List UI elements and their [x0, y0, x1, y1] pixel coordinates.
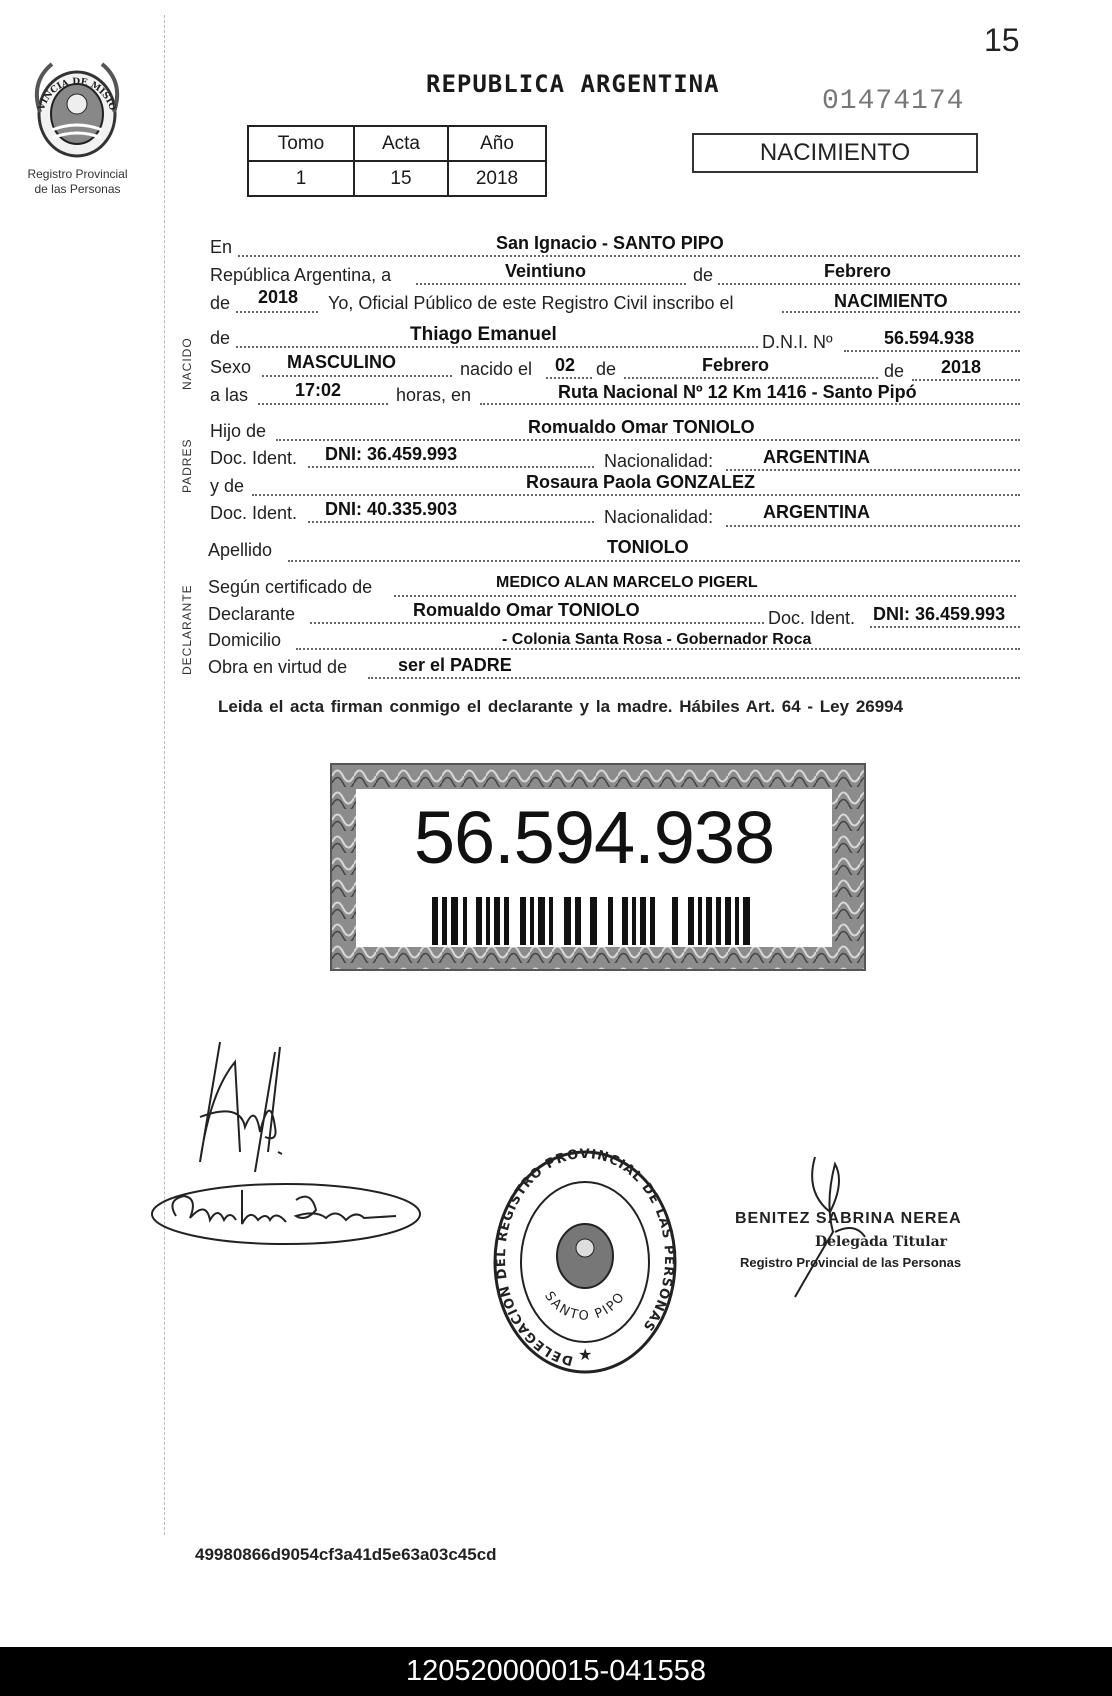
- province-logo: [22, 52, 132, 162]
- dots-father-nat: [726, 469, 1020, 471]
- dots-mother-doc: [308, 521, 594, 523]
- birth-day: 02: [555, 355, 576, 375]
- logo-text: VINCIA DE MISIO: [37, 77, 118, 112]
- official-stamp: [492, 1148, 678, 1376]
- margin-line: [164, 15, 166, 1535]
- dots-mother-nat: [726, 525, 1020, 527]
- mother-doc: DNI: 40.335.903: [325, 499, 458, 519]
- dni-sticker: [330, 763, 866, 971]
- de5-label: de: [884, 361, 905, 381]
- birth-time: 17:02: [295, 380, 342, 400]
- table-header-tomo: Tomo: [248, 126, 354, 161]
- en-label: En: [210, 237, 233, 257]
- father-doc: DNI: 36.459.993: [325, 444, 458, 464]
- dots-time: [258, 403, 388, 405]
- dots-certificado: [394, 595, 1016, 597]
- de3-label: de: [210, 328, 231, 348]
- stamp-inner-text: SANTO PIPO: [541, 1288, 629, 1324]
- en-value: San Ignacio - SANTO PIPO: [496, 233, 724, 253]
- stamp-outer-text: DELEGACION DEL REGISTRO PROVINCIAL DE LAS PERSONAS: [493, 1148, 677, 1368]
- dots-month: [718, 283, 1020, 285]
- birth-month: Febrero: [702, 355, 770, 375]
- day-value: Veintiuno: [505, 261, 586, 281]
- act-type-box: [692, 133, 978, 173]
- declarante-doc: DNI: 36.459.993: [873, 604, 1006, 624]
- doc2-label: Doc. Ident.: [210, 503, 298, 523]
- dots-year: [236, 311, 318, 313]
- dots-declarante: [310, 622, 764, 624]
- mother-nat: ARGENTINA: [763, 502, 870, 522]
- domicilio-value: - Colonia Santa Rosa - Gobernador Roca: [502, 631, 812, 648]
- horas-label: horas, en: [396, 385, 472, 405]
- dots-dni: [844, 350, 1020, 352]
- declarante-value: Romualdo Omar TONIOLO: [413, 600, 640, 620]
- hijo-label: Hijo de: [210, 421, 267, 441]
- footer-code-bar: [0, 1647, 1112, 1696]
- dots-father-doc: [308, 466, 594, 468]
- svg-text:SANTO PIPO: [541, 1289, 629, 1324]
- nac1-label: Nacionalidad:: [604, 451, 714, 471]
- inscribo-text: Yo, Oficial Público de este Registro Civil inscribo el: [328, 293, 734, 313]
- official-name: BENITEZ SABRINA NEREA: [735, 1210, 962, 1227]
- dni-label: D.N.I. Nº: [762, 332, 833, 352]
- republica-label: República Argentina, a: [210, 265, 392, 285]
- dni-value: 56.594.938: [884, 328, 975, 348]
- de4-label: de: [596, 359, 617, 379]
- closing-text: Leida el acta firman conmigo el declarante y la madre. Hábiles Art. 64 - Ley 26994: [218, 697, 904, 716]
- svg-text:★: ★: [578, 1347, 593, 1364]
- yde-label: y de: [210, 476, 245, 496]
- section-label-nacido: NACIDO: [180, 337, 194, 390]
- birth-place: Ruta Nacional Nº 12 Km 1416 - Santo Pipó: [558, 382, 917, 402]
- document-hash: 49980866d9054cf3a41d5e63a03c45cd: [195, 1545, 497, 1564]
- serial-number: 01474174: [822, 86, 965, 117]
- de2-label: de: [210, 293, 231, 313]
- obra-label: Obra en virtud de: [208, 657, 348, 677]
- section-label-declarante: DECLARANTE: [180, 584, 194, 675]
- apellido-value: TONIOLO: [607, 537, 689, 557]
- logo-caption-1: Registro Provincial: [27, 167, 128, 181]
- dots-birth-month: [624, 377, 878, 379]
- dots-obra: [368, 677, 1020, 679]
- official-title: Delegada Titular: [815, 1234, 948, 1250]
- footer-code: 120520000015-041558: [406, 1655, 706, 1687]
- month-value: Febrero: [824, 261, 892, 281]
- dots-father: [276, 439, 1020, 441]
- birth-year: 2018: [941, 357, 982, 377]
- mother-name: Rosaura Paola GONZALEZ: [526, 472, 756, 492]
- doc1-label: Doc. Ident.: [210, 448, 298, 468]
- table-header-acta: Acta: [354, 126, 448, 161]
- official-office: Registro Provincial de las Personas: [740, 1255, 962, 1270]
- declarante-label: Declarante: [208, 604, 296, 624]
- sexo-label: Sexo: [210, 357, 252, 377]
- signature-mother: [146, 1170, 426, 1260]
- sticker-label: [356, 789, 832, 947]
- certificado-value: MEDICO ALAN MARCELO PIGERL: [496, 574, 758, 591]
- father-nat: ARGENTINA: [763, 447, 870, 467]
- inscribo-value: NACIMIENTO: [834, 291, 948, 311]
- act-type: NACIMIENTO: [759, 139, 911, 166]
- sticker-number: 56.594.938: [413, 796, 775, 879]
- de-label: de: [693, 265, 714, 285]
- table-value-acta: 15: [354, 161, 448, 196]
- doc3-label: Doc. Ident.: [768, 608, 856, 628]
- table-value-ano: 2018: [448, 161, 546, 196]
- dots-day: [416, 283, 686, 285]
- signature-declarant: [180, 1032, 330, 1182]
- sexo-value: MASCULINO: [287, 352, 396, 372]
- section-label-padres: PADRES: [180, 438, 194, 493]
- obra-value: ser el PADRE: [398, 655, 512, 675]
- page-number: 15: [984, 22, 1020, 58]
- dots-place: [480, 403, 1020, 405]
- father-name: Romualdo Omar TONIOLO: [528, 417, 755, 437]
- table-header-ano: Año: [448, 126, 546, 161]
- barcode: [432, 897, 756, 945]
- dots-name: [236, 346, 758, 348]
- apellido-label: Apellido: [208, 540, 273, 560]
- dots-declarante-doc: [870, 626, 1020, 628]
- dots-apellido: [288, 560, 1020, 562]
- nac2-label: Nacionalidad:: [604, 507, 714, 527]
- dots-birth-year: [912, 379, 1020, 381]
- a-las-label: a las: [210, 385, 249, 405]
- logo-caption-2: de las Personas: [34, 182, 121, 196]
- name-value: Thiago Emanuel: [410, 324, 557, 345]
- nacido-el-label: nacido el: [460, 359, 533, 379]
- dots-birth-day: [546, 377, 592, 379]
- country-title: REPUBLICA ARGENTINA: [426, 70, 720, 98]
- year-value: 2018: [258, 287, 299, 307]
- dots-en: [238, 255, 1020, 257]
- register-table: [247, 125, 547, 197]
- dots-mother: [252, 494, 1020, 496]
- domicilio-label: Domicilio: [208, 630, 282, 650]
- table-value-tomo: 1: [248, 161, 354, 196]
- dots-sexo: [262, 375, 452, 377]
- certificado-label: Según certificado de: [208, 577, 373, 597]
